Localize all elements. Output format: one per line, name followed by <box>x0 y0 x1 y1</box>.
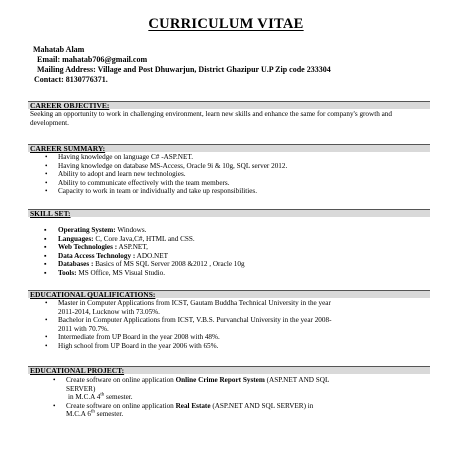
list-item: • Bachelor in Computer Applications from ICST, V.B.S. Purvanchal University in the year 2008- 2011 with 70.7%. <box>42 316 331 333</box>
email-line: Email: mahatab706@gmail.com <box>37 55 148 64</box>
list-item: • Intermediate from UP Board in the year 2008 with 48%. <box>42 333 331 342</box>
list-item: • Ability to communicate effectively with the team members. <box>42 179 287 188</box>
list-item: • Having knowledge on language C# -ASP.NET. <box>42 153 287 162</box>
address-line: Mailing Address: Village and Post Dhuwarjun, District Ghazipur U.P Zip code 233304 <box>37 65 331 74</box>
candidate-name: Mahatab Alam <box>33 45 85 54</box>
projects-list <box>50 376 329 419</box>
summary-list <box>42 153 287 196</box>
list-item: ▪ Languages: C, Core Java,C#, HTML and CSS. <box>42 235 245 244</box>
list-item: • Create software on online application Online Crime Report System (ASP.NET AND SQL SERVER) in M.C.A 4th semester. <box>50 376 329 402</box>
list-item: ▪ Databases : Basics of MS SQL Server 2008 &2012 , Oracle 10g <box>42 260 245 269</box>
section-header-skills: SKILL SET: <box>28 209 430 217</box>
list-item: ▪ Tools: MS Office, MS Visual Studio. <box>42 269 245 278</box>
list-item: ▪ Web Technologies : ASP.NET, <box>42 243 245 252</box>
objective-text: Seeking an opportunity to work in challenging environment, learn new skills and enhance the same for company's growth and development. <box>30 110 392 127</box>
skills-list <box>42 226 245 278</box>
list-item: ▪ Data Access Technology : ADO.NET <box>42 252 245 261</box>
education-list <box>42 299 331 351</box>
list-item: • Having knowledge on database MS-Access, Oracle 9i & 10g, SQL server 2012. <box>42 162 287 171</box>
phone-line: Contact: 8130776371. <box>34 75 108 84</box>
list-item: • High school from UP Board in the year 2006 with 65%. <box>42 342 331 351</box>
list-item: • Ability to adopt and learn new technologies. <box>42 170 287 179</box>
document-title: CURRICULUM VITAE <box>148 16 304 32</box>
list-item: ▪ Operating System: Windows. <box>42 226 245 235</box>
section-header-education: EDUCATIONAL QUALIFICATIONS: <box>28 290 430 298</box>
list-item: • Capacity to work in team or individually and take up responsibilities. <box>42 187 287 196</box>
list-item: • Create software on online application Real Estate (ASP.NET AND SQL SERVER) in M.C.A 6th semester. <box>50 402 329 419</box>
contact-block <box>34 45 331 85</box>
section-header-summary: CAREER SUMMARY: <box>28 144 430 152</box>
section-header-projects: EDUCATIONAL PROJECT: <box>28 366 430 374</box>
list-item: • Master in Computer Applications from ICST, Gautam Buddha Technical University in the year 2011-2014, Lucknow with 73.05%. <box>42 299 331 316</box>
section-header-objective: CAREER OBJECTIVE: <box>28 101 430 109</box>
